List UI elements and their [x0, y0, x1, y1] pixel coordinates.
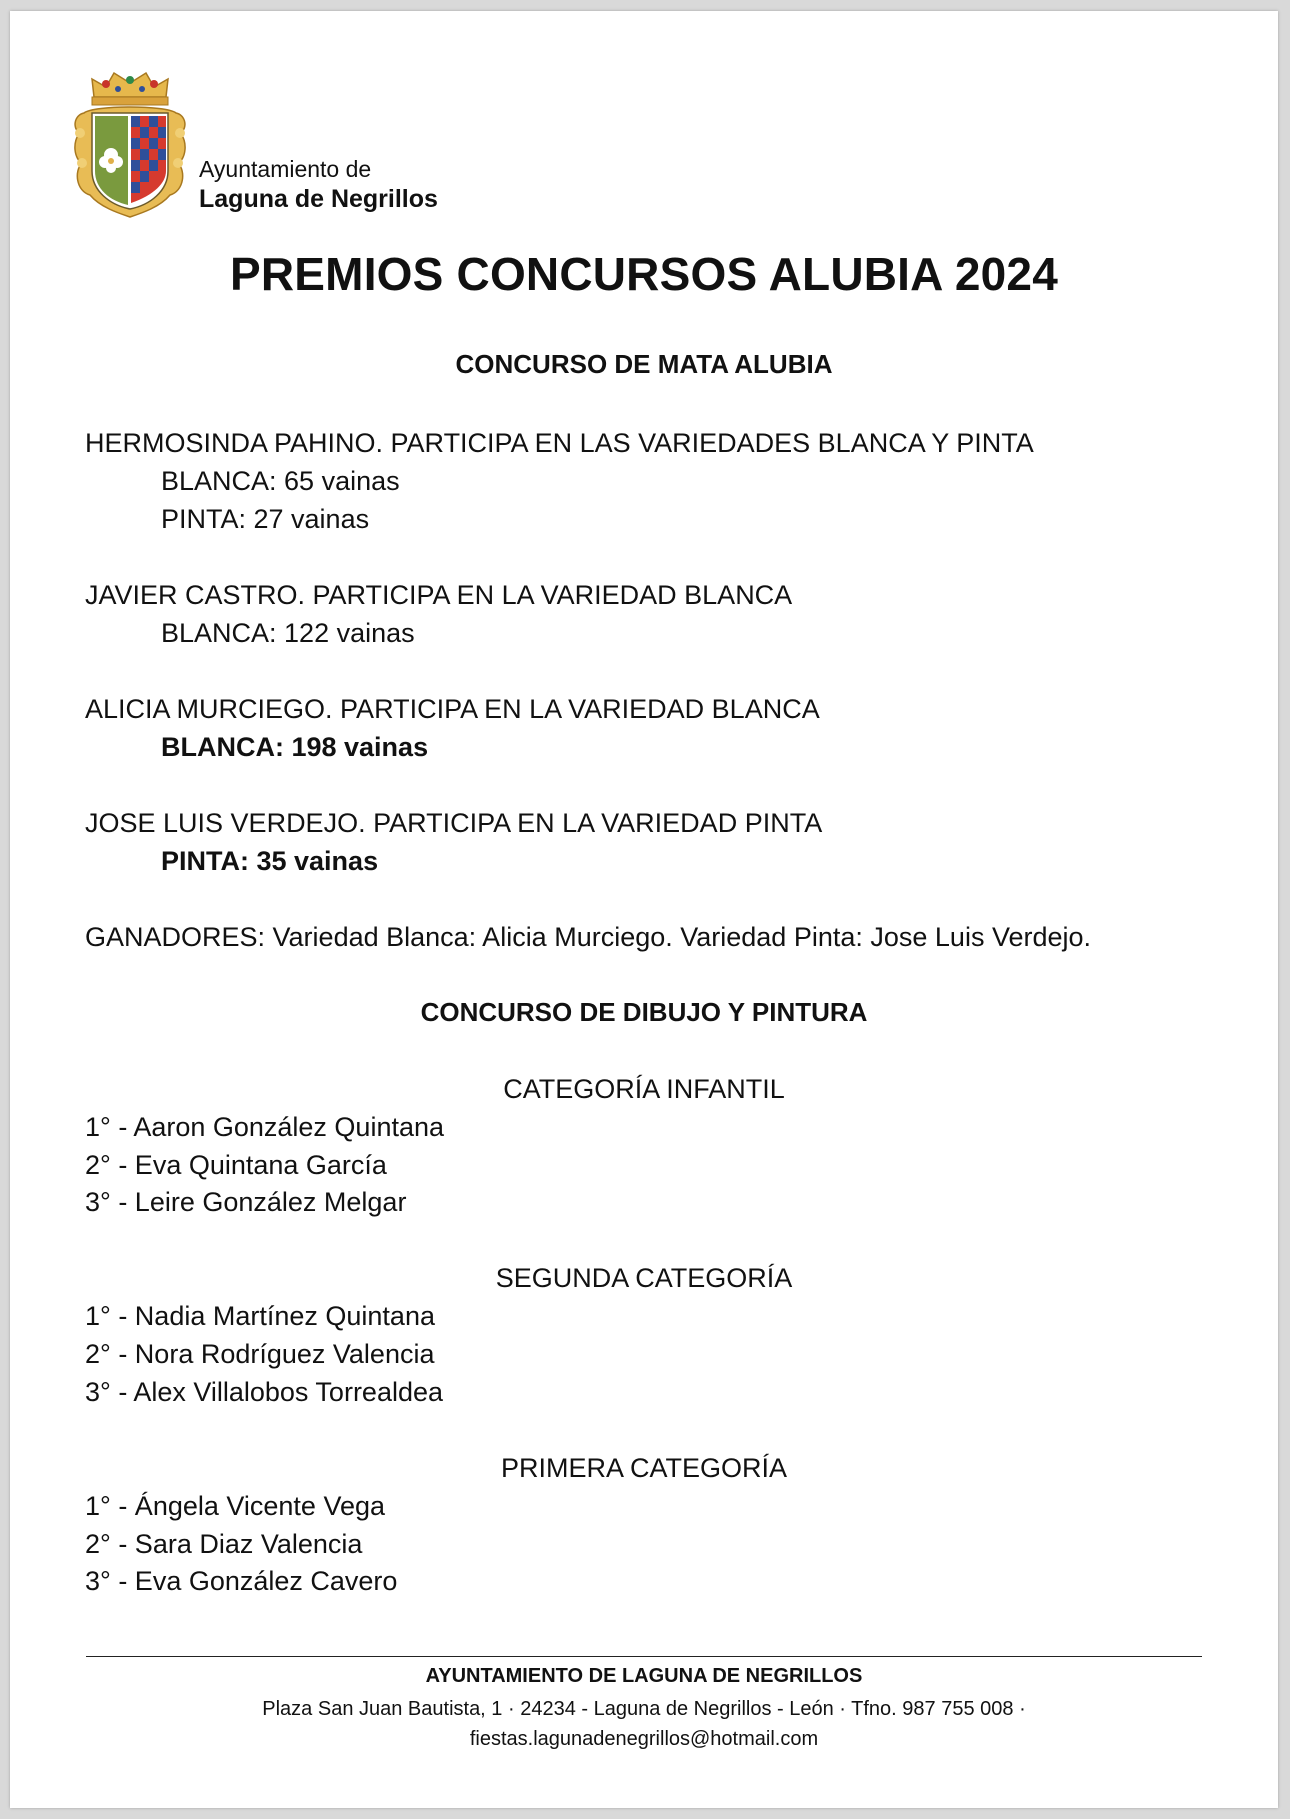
- coat-of-arms-icon: [70, 67, 190, 219]
- winning-result: PINTA: 35 vainas: [161, 846, 379, 876]
- document-title: PREMIOS CONCURSOS ALUBIA 2024: [230, 248, 1058, 300]
- document-page: [10, 11, 1278, 1808]
- participant-line: ALICIA MURCIEGO. PARTICIPA EN LA VARIEDAD BLANCA: [85, 694, 820, 724]
- participant-line: JOSE LUIS VERDEJO. PARTICIPA EN LA VARIEDAD PINTA: [85, 808, 823, 838]
- footer-contact: [10, 1694, 1278, 1754]
- award-place: 1° - Nadia Martínez Quintana: [85, 1301, 435, 1331]
- award-place: 2° - Sara Diaz Valencia: [85, 1529, 363, 1559]
- award-place: 3° - Eva González Cavero: [85, 1566, 398, 1596]
- participant-line: JAVIER CASTRO. PARTICIPA EN LA VARIEDAD BLANCA: [85, 580, 793, 610]
- participant-result: BLANCA: 122 vainas: [161, 618, 415, 648]
- participant-line: HERMOSINDA PAHINO. PARTICIPA EN LAS VARIEDADES BLANCA Y PINTA: [85, 428, 1034, 458]
- footer-email: fiestas.lagunadenegrillos@hotmail.com: [469, 1728, 819, 1750]
- footer-address: Plaza San Juan Bautista, 1 · 24234 - Laguna de Negrillos - León · Tfno. 987 755 008 ·: [262, 1698, 1026, 1720]
- award-place: 2° - Nora Rodríguez Valencia: [85, 1339, 435, 1369]
- org-name-line2: Laguna de Negrillos: [199, 185, 438, 213]
- category-heading: SEGUNDA CATEGORÍA: [495, 1263, 793, 1293]
- winners-line: GANADORES: Variedad Blanca: Alicia Murciego. Variedad Pinta: Jose Luis Verdejo.: [85, 922, 1092, 952]
- award-place: 2° - Eva Quintana García: [85, 1150, 387, 1180]
- award-place: 3° - Leire González Melgar: [85, 1187, 407, 1217]
- winning-result: BLANCA: 198 vainas: [161, 732, 429, 762]
- category-heading: PRIMERA CATEGORÍA: [500, 1453, 788, 1483]
- footer-org-name: AYUNTAMIENTO DE LAGUNA DE NEGRILLOS: [425, 1665, 863, 1687]
- participant-result: BLANCA: 65 vainas: [161, 466, 400, 496]
- section-heading-mata-alubia: CONCURSO DE MATA ALUBIA: [455, 349, 833, 379]
- organization-name: [199, 154, 438, 214]
- section-heading-dibujo-pintura: CONCURSO DE DIBUJO Y PINTURA: [420, 997, 868, 1027]
- category-heading: CATEGORÍA INFANTIL: [503, 1074, 785, 1104]
- award-place: 1° - Aaron González Quintana: [85, 1112, 445, 1142]
- footer-divider: [86, 1656, 1202, 1657]
- participant-result: PINTA: 27 vainas: [161, 504, 370, 534]
- award-place: 3° - Alex Villalobos Torrealdea: [85, 1377, 444, 1407]
- org-name-line1: Ayuntamiento de: [199, 156, 372, 182]
- award-place: 1° - Ángela Vicente Vega: [85, 1491, 386, 1521]
